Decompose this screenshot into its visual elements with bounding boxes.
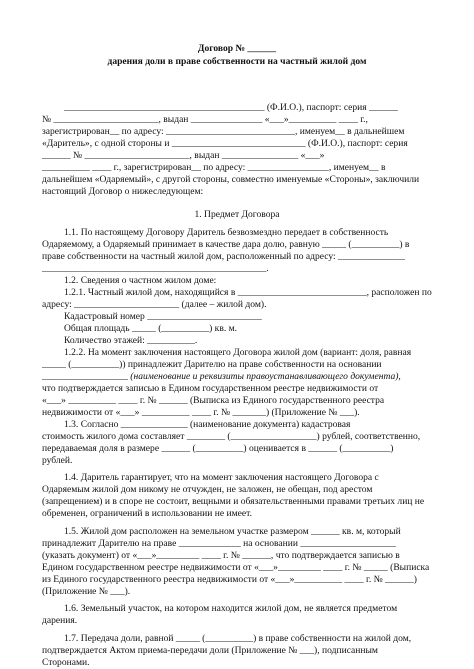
clause-line: 1.5. Жилой дом расположен на земельном участке размером ______ кв. м, который xyxy=(64,526,401,537)
intro-line: «Даритель», с одной стороны и ____________________________ (Ф.И.О.), паспорт: серия xyxy=(42,138,408,149)
clause-line: 1.1. По настоящему Договору Даритель безвозмездно передает в собственность xyxy=(64,227,389,238)
clause-line: 1.7. Передача доли, равной _____ (__________) в праве собственности на жилой дом, xyxy=(64,633,412,644)
clause-line: рублей. xyxy=(42,455,73,466)
clause-line: Одаряемому, а Одаряемый принимает в качестве дара долю, равную _____ (__________) в xyxy=(42,239,410,250)
clause-line: праве собственности на частный жилой дом, расположенный по адресу: ______________ xyxy=(42,251,405,262)
clause-line: (запрещением) и в споре не состоит, вещными и обязательственными правами третьих лиц не xyxy=(42,496,425,507)
intro-line: № ______________________, выдан _______________ «___»__________ ____ г., xyxy=(42,114,368,125)
clause-line: Одаряемым жилой дом никому не отчужден, не заложен, не обещан, под арестом xyxy=(42,484,373,495)
clause-line: недвижимости от «___» __________ ____ г. № _______) (Приложение № ___). xyxy=(42,407,360,418)
clause-line: 1.2.2. На момент заключения настоящего Договора жилой дом (вариант: доля, равная xyxy=(64,347,412,358)
intro-line: __________________________________________ (Ф.И.О.), паспорт: серия ______ xyxy=(64,102,398,113)
intro-line: настоящий Договор о нижеследующем: xyxy=(42,186,204,197)
clause-line: дарения. xyxy=(42,615,78,626)
contract-subtitle: дарения доли в праве собственности на частный жилой дом xyxy=(107,56,367,67)
clause-line: Кадастровый номер ________________________ xyxy=(64,311,262,322)
clause-line: что подтверждается записью в Едином государственном реестре недвижимости от xyxy=(42,383,379,394)
clause-line: из Единого государственного реестра недвижимости от «___»__________ ____ г. № ______) xyxy=(42,574,417,585)
clause-line: Общая площадь _____ (__________) кв. м. xyxy=(64,323,238,334)
clause-line: передаваемая доля в размере ______ (__________) оценивается в ______ (__________) xyxy=(42,443,394,454)
clause-line: «___» __________ ____ г. № ______ (Выписка из Единого государственного реестра xyxy=(42,395,385,406)
clause-line: обременен, ограничений в использовании не имеет. xyxy=(42,508,252,519)
clause-line: (Приложение № ___). xyxy=(42,586,131,597)
clause-line: 1.6. Земельный участок, на котором находится жилой дом, не является предметом xyxy=(64,603,398,614)
contract-title: Договор № ______ xyxy=(197,43,277,54)
clause-line: _______________________________________________. xyxy=(42,263,269,274)
intro-line: зарегистрирован__ по адресу: ___________________________, именуем__ в дальнейшем xyxy=(42,126,405,137)
clause-line: 1.4. Даритель гарантирует, что на момент заключения настоящего Договора с xyxy=(64,472,379,483)
clause-line: 1.2. Сведения о частном жилом доме: xyxy=(64,275,217,286)
clause-line: 1.2.1. Частный жилой дом, находящийся в ___________________________, расположен по xyxy=(64,287,432,298)
clause-line: _____ (__________)) принадлежит Дарителю на праве собственности на основании xyxy=(42,359,382,370)
clause-line: подтверждается Актом приема-передачи доли (Приложение № ___), подписанным xyxy=(42,645,378,656)
clause-line: Сторонами. xyxy=(42,657,90,668)
clause-line: (указать документ) от «___»_________ ____ г. № ______, что подтверждается записью в xyxy=(42,550,400,561)
intro-line: ______ № ______________________, выдан ________________ «___» xyxy=(42,150,325,161)
clause-line: Количество этажей: __________. xyxy=(64,335,198,346)
section-heading: 1. Предмет Договора xyxy=(194,209,280,220)
clause-line: принадлежит Дарителю на праве _____________ на основании ____________________ xyxy=(42,538,396,549)
clause-line: стоимость жилого дома составляет ________ (__________________) рублей, соответственно, xyxy=(42,431,421,442)
clause-line: __________________ (наименование и реквизиты правоустанавливающего документа), xyxy=(42,371,401,382)
clause-line: адресу: ______________________ (далее – жилой дом). xyxy=(42,299,267,310)
clause-line: Едином государственном реестре недвижимости от «___»_________ ____ г. № _____ (Выписка xyxy=(42,562,430,573)
clause-line: 1.3. Согласно ______________ (наименование документа) кадастровая xyxy=(64,419,351,430)
intro-line: дальнейшем «Одаряемый», с другой стороны, совместно именуемые «Стороны», заключили xyxy=(42,174,420,185)
intro-line: __________ ____ г., зарегистрирован__ по адресу: _________________, именуем__ в xyxy=(42,162,386,173)
